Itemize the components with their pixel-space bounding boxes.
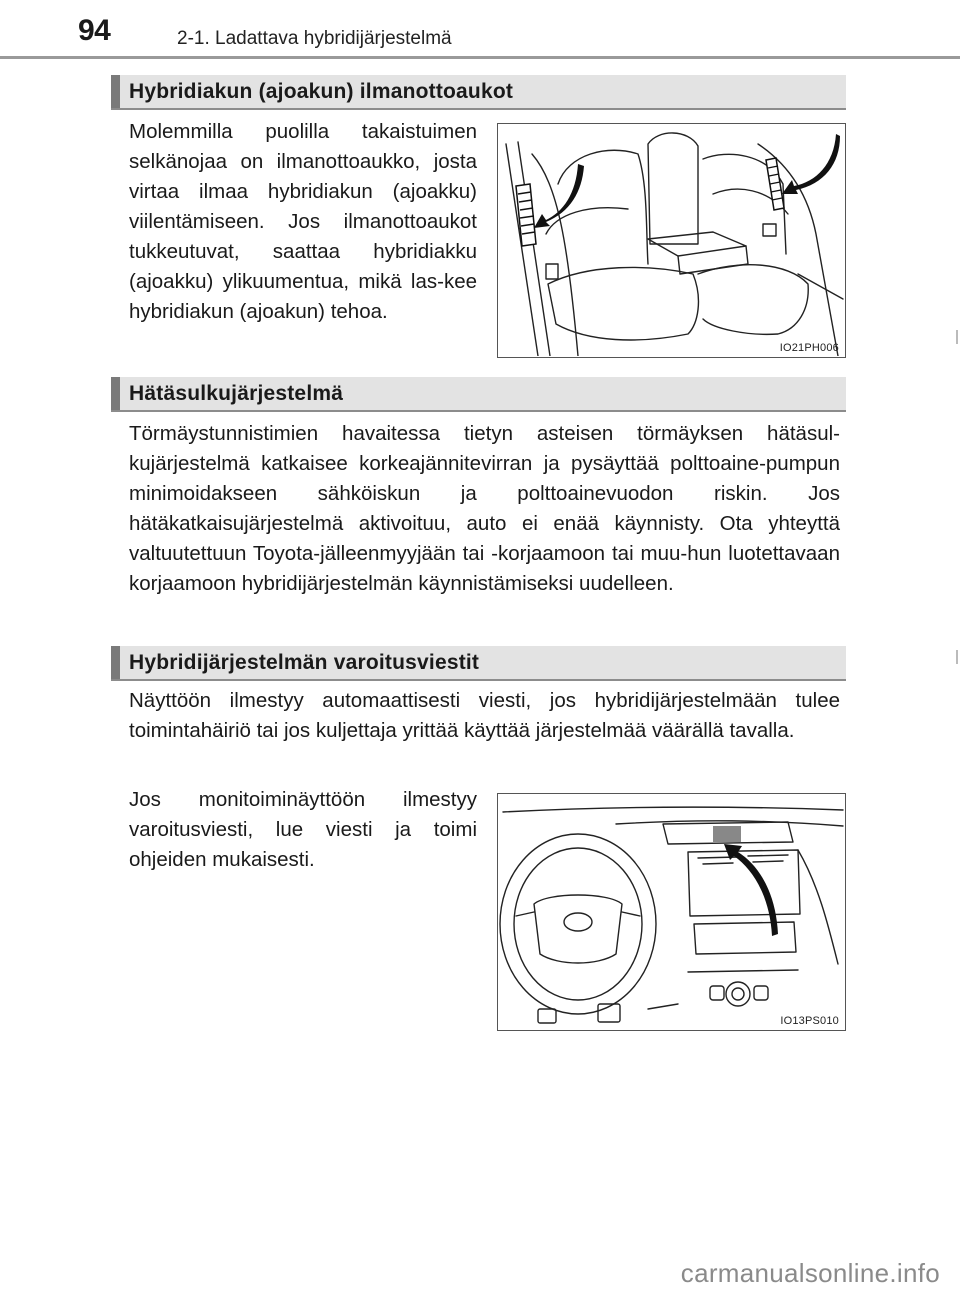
rear-seat-illustration [498,124,844,356]
section-title: Hätäsulkujärjestelmä [129,382,344,405]
paragraph-warning-messages: Näyttöön ilmestyy automaattisesti viesti, jos hybridijärjestelmään tulee toimintahäiriö tai jos kuljettaja yrittää käyttää järjestelmää väärällä tavalla. [129,689,840,742]
section-tab [111,646,120,679]
section-tab [111,75,120,108]
watermark: carmanualsonline.info [680,1258,940,1288]
section-bar-air-intake [111,75,846,110]
page-edge-mark [956,330,958,344]
header-rule [0,56,960,59]
paragraph-warning-instructions: Jos monitoiminäyttöön ilmestyy varoitusviesti, lue viesti ja toimi ohjeiden mukaisesti. [129,788,477,871]
display-highlight [713,826,741,842]
figure-rear-seat-air-vents [497,123,846,358]
figure-dashboard-display [497,793,846,1031]
running-head: 2-1. Ladattava hybridijärjestelmä [177,28,452,49]
section-bar-emergency-shutoff [111,377,846,412]
dashboard-illustration [498,794,844,1029]
figure-code: IO21PH006 [779,342,839,354]
section-title: Hybridijärjestelmän varoitusviestit [129,651,480,674]
paragraph-air-intake: Molemmilla puolilla takaistuimen selkänojaa on ilmanottoaukko, josta virtaa ilmaa hybridiakun (ajoakku) viilentämiseen. Jos ilmanottoaukot tukkeutuvat, saattaa hybridiakku (ajoakku) ylikuumentua, mikä las-kee hybridiakun (ajoakun) tehoa. [129,120,477,323]
left-air-vent [516,184,536,246]
section-tab [111,377,120,410]
right-air-vent [766,158,784,210]
figure-code: IO13PS010 [780,1015,839,1027]
page-edge-mark [956,650,958,664]
section-bar-warning-messages [111,646,846,681]
page-number: 94 [78,14,111,47]
arrow-icon [782,134,840,194]
paragraph-emergency-shutoff: Törmäystunnistimien havaitessa tietyn asteisen törmäyksen hätäsul-kujärjestelmä katkaisee korkeajännitevirran ja pysäyttää polttoaine-pumpun minimoidakseen sähköiskun ja polttoainevuodon riskin. Jos hätäkatkaisujärjestelmä aktivoituu, auto ei enää käynnisty. Ota yhteyttä valtuutettuun Toyota-jälleenmyyjään tai -korjaamoon tai muu-hun luotettavaan korjaamoon hybridijärjestelmän käynnistämiseksi uudelleen. [129,422,840,595]
section-title: Hybridiakun (ajoakun) ilmanottoaukot [129,80,514,103]
